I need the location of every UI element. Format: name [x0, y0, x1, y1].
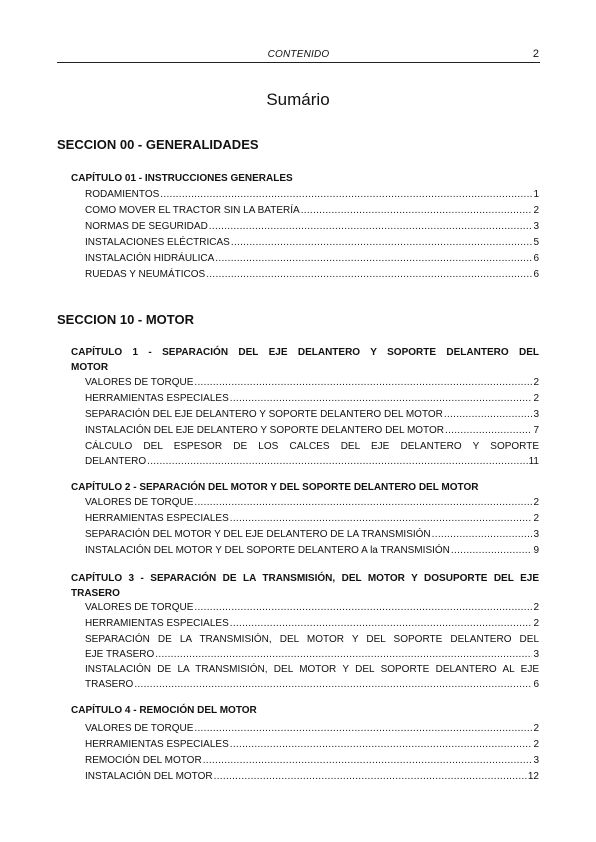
entry-page: 6 — [533, 253, 539, 264]
entry-text: INSTALACIÓN DEL MOTOR — [85, 771, 213, 782]
entry-page: 7 — [533, 425, 539, 436]
entry-text-line: SEPARACIÓN DE LA TRANSMISIÓN, DEL MOTOR Y DEL SOPORTE DELANTERO DEL — [85, 634, 539, 645]
dot-leader — [194, 495, 532, 510]
entry-text-line: INSTALACIÓN DE LA TRANSMISIÓN, DEL MOTOR Y DEL SOPORTE DELANTERO AL EJE — [85, 664, 539, 675]
toc-entry[interactable] — [85, 495, 539, 510]
entry-text: HERRAMIENTAS ESPECIALES — [85, 393, 229, 404]
entry-text-line: TRASERO — [85, 679, 134, 690]
entry-page: 3 — [533, 529, 539, 540]
dot-leader — [444, 407, 533, 422]
entry-page: 11 — [528, 456, 539, 467]
dot-leader — [445, 423, 532, 438]
entry-page: 3 — [533, 649, 539, 660]
entry-text: INSTALACIÓN DEL MOTOR Y DEL SOPORTE DELANTERO A la TRANSMISIÓN — [85, 545, 450, 556]
entry-page: 2 — [533, 393, 539, 404]
entry-page: 9 — [533, 545, 539, 556]
dot-leader — [215, 251, 532, 266]
dot-leader — [206, 267, 532, 282]
dot-leader — [451, 543, 533, 558]
entry-text: HERRAMIENTAS ESPECIALES — [85, 618, 229, 629]
entry-page: 12 — [527, 771, 539, 782]
entry-text-line: DELANTERO — [85, 456, 147, 467]
entry-text: INSTALACIONES ELÉCTRICAS — [85, 237, 230, 248]
entry-page: 2 — [533, 497, 539, 508]
chapter-title-line: CAPÍTULO 1 - SEPARACIÓN DEL EJE DELANTERO Y SOPORTE DELANTERO DEL — [71, 347, 539, 358]
entry-text-line: CÁLCULO DEL ESPESOR DE LOS CALCES DEL EJE DELANTERO Y SOPORTE — [85, 441, 539, 452]
dot-leader — [194, 600, 532, 615]
entry-page: 2 — [533, 739, 539, 750]
dot-leader — [432, 527, 533, 542]
entry-page: 3 — [533, 755, 539, 766]
toc-entry[interactable] — [85, 600, 539, 615]
toc-entry[interactable] — [85, 511, 539, 526]
dot-leader — [147, 454, 527, 469]
chapter-title: CAPÍTULO 4 - REMOCIÓN DEL MOTOR — [71, 705, 257, 716]
dot-leader — [214, 769, 527, 784]
entry-text-line: EJE TRASERO — [85, 649, 155, 660]
entry-page: 2 — [533, 602, 539, 613]
toc-entry[interactable] — [85, 187, 539, 202]
entry-text: RODAMIENTOS — [85, 189, 160, 200]
toc-entry[interactable] — [85, 423, 539, 438]
entry-page: 2 — [533, 618, 539, 629]
toc-entry[interactable] — [85, 203, 539, 218]
toc-entry[interactable] — [85, 267, 539, 282]
toc-entry[interactable] — [85, 407, 539, 422]
chapter-title — [71, 571, 539, 601]
chapter-title: CAPÍTULO 01 - INSTRUCCIONES GENERALES — [71, 173, 293, 184]
entry-page: 5 — [533, 237, 539, 248]
chapter-title-line: MOTOR — [71, 362, 109, 373]
entry-text: VALORES DE TORQUE — [85, 723, 194, 734]
entry-text: REMOCIÓN DEL MOTOR — [85, 755, 202, 766]
dot-leader — [203, 753, 533, 768]
page-header — [57, 48, 540, 63]
toc-entry[interactable] — [85, 753, 539, 768]
entry-text: INSTALACIÓN HIDRÁULICA — [85, 253, 215, 264]
dot-leader — [160, 187, 532, 202]
toc-entry[interactable] — [85, 235, 539, 250]
toc-entry[interactable] — [85, 737, 539, 752]
toc-entry[interactable] — [85, 616, 539, 631]
entry-page: 1 — [533, 189, 539, 200]
toc-entry[interactable] — [85, 251, 539, 266]
entry-text: COMO MOVER EL TRACTOR SIN LA BATERÍA — [85, 205, 300, 216]
toc-entry[interactable] — [85, 721, 539, 736]
entry-page: 2 — [533, 205, 539, 216]
entry-text: VALORES DE TORQUE — [85, 377, 194, 388]
entry-text: INSTALACIÓN DEL EJE DELANTERO Y SOPORTE DELANTERO DEL MOTOR — [85, 425, 444, 436]
entry-text: VALORES DE TORQUE — [85, 497, 194, 508]
toc-entry[interactable] — [85, 219, 539, 234]
entry-page: 6 — [533, 269, 539, 280]
summary-title: Sumário — [266, 90, 330, 109]
entry-text: NORMAS DE SEGURIDAD — [85, 221, 208, 232]
dot-leader — [209, 219, 533, 234]
toc-entry[interactable] — [85, 391, 539, 406]
dot-leader — [230, 616, 533, 631]
dot-leader — [194, 375, 532, 390]
header-title: CONTENIDO — [267, 49, 330, 60]
toc-entry[interactable] — [85, 375, 539, 390]
chapter-title-line: CAPÍTULO 3 - SEPARACIÓN DE LA TRANSMISIÓN, DEL MOTOR Y DOSUPORTE DEL EJE — [71, 573, 539, 584]
dot-leader — [134, 677, 532, 692]
entry-text: SEPARACIÓN DEL MOTOR Y DEL EJE DELANTERO DE LA TRANSMISIÓN — [85, 529, 431, 540]
toc-entry[interactable] — [85, 632, 539, 662]
chapter-title-line: TRASERO — [71, 588, 120, 599]
dot-leader — [301, 203, 533, 218]
toc-entry[interactable] — [85, 662, 539, 692]
section-title: SECCION 10 - MOTOR — [57, 312, 195, 327]
entry-page: 3 — [533, 221, 539, 232]
dot-leader — [230, 511, 533, 526]
dot-leader — [230, 737, 533, 752]
header-page-number: 2 — [532, 48, 539, 60]
chapter-title — [71, 345, 539, 375]
entry-page: 2 — [533, 723, 539, 734]
section-title: SECCION 00 - GENERALIDADES — [57, 137, 259, 152]
dot-leader — [155, 647, 532, 662]
chapter-title: CAPÍTULO 2 - SEPARACIÓN DEL MOTOR Y DEL SOPORTE DELANTERO DEL MOTOR — [71, 482, 479, 493]
dot-leader — [230, 391, 533, 406]
entry-text: HERRAMIENTAS ESPECIALES — [85, 739, 229, 750]
dot-leader — [194, 721, 532, 736]
entry-page: 3 — [533, 409, 539, 420]
entry-page: 2 — [533, 377, 539, 388]
toc-entry[interactable] — [85, 439, 539, 469]
entry-page: 2 — [533, 513, 539, 524]
entry-text: SEPARACIÓN DEL EJE DELANTERO Y SOPORTE DELANTERO DEL MOTOR — [85, 409, 443, 420]
dot-leader — [231, 235, 533, 250]
entry-text: HERRAMIENTAS ESPECIALES — [85, 513, 229, 524]
toc-entry[interactable] — [85, 769, 539, 784]
toc-entry[interactable] — [85, 527, 539, 542]
entry-page: 6 — [533, 679, 539, 690]
entry-text: VALORES DE TORQUE — [85, 602, 194, 613]
entry-text: RUEDAS Y NEUMÁTICOS — [85, 269, 206, 280]
toc-entry[interactable] — [85, 543, 539, 558]
